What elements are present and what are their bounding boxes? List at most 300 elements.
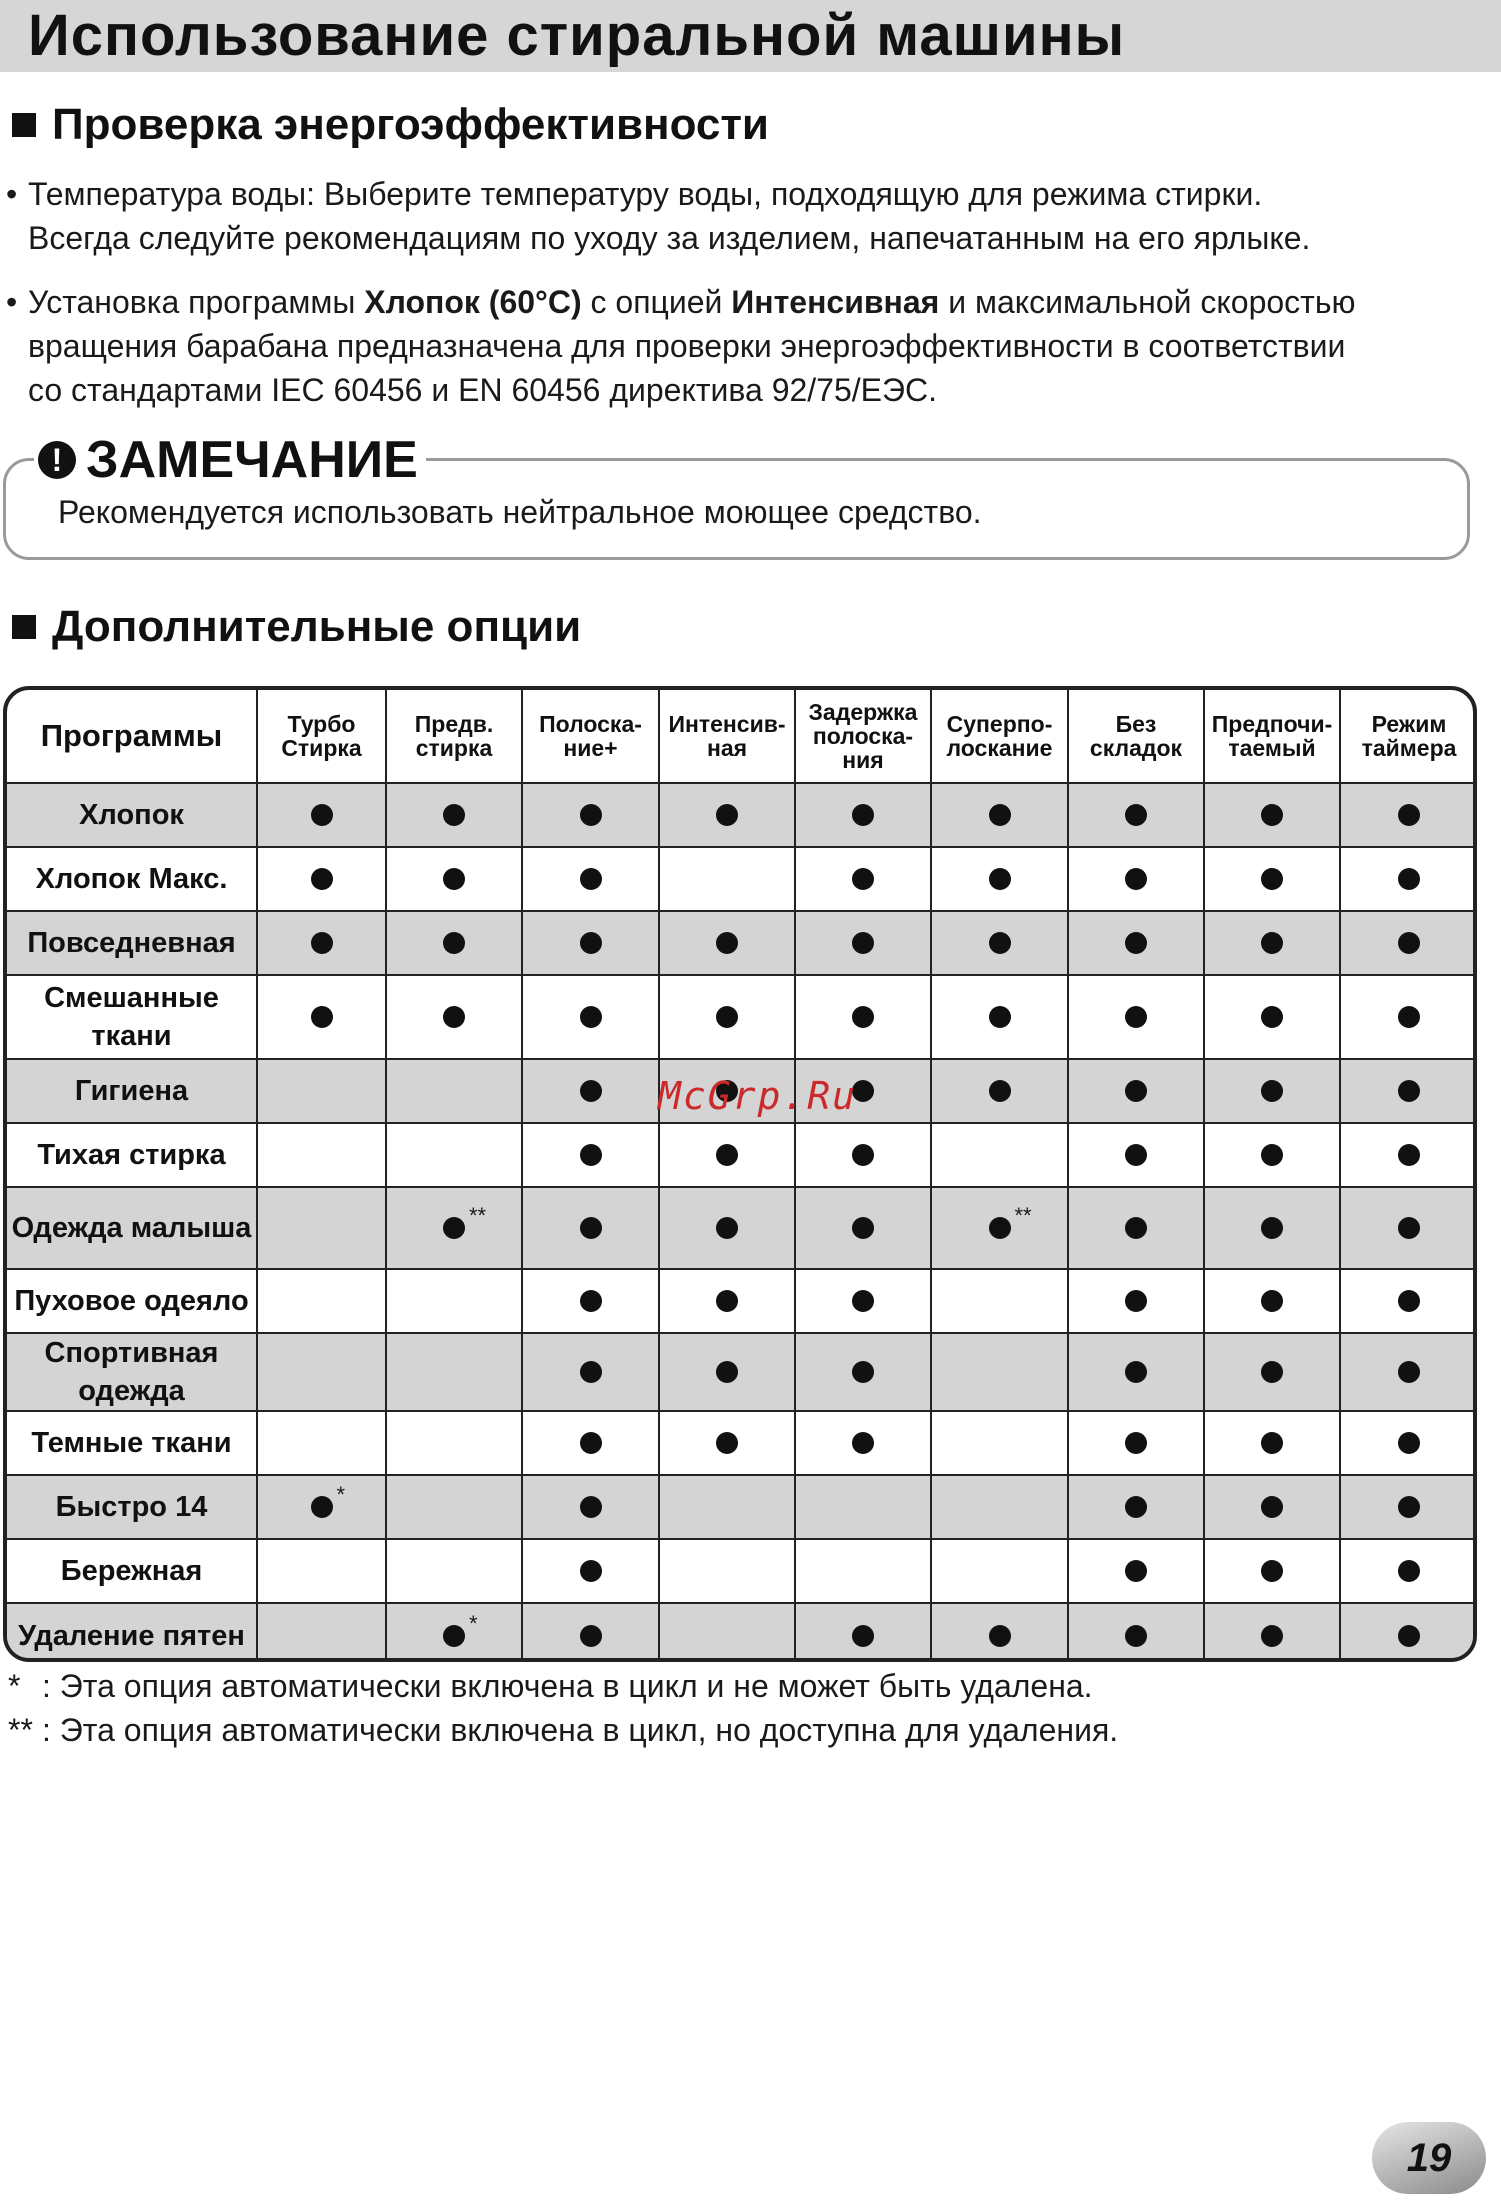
bullet-dot-icon xyxy=(1125,1080,1147,1102)
bullet-dot-icon xyxy=(852,1361,874,1383)
option-mark xyxy=(1125,1361,1147,1383)
option-mark xyxy=(716,1432,738,1454)
bullet-dot-icon xyxy=(580,868,602,890)
bullet-dot-icon xyxy=(716,804,738,826)
program-name: Спортивная одежда xyxy=(7,1333,257,1411)
option-mark xyxy=(852,1144,874,1166)
option-cell xyxy=(1204,1123,1340,1187)
option-mark xyxy=(580,1144,602,1166)
column-header: Без складок xyxy=(1068,690,1204,783)
footnote-marker: * xyxy=(336,1482,346,1507)
option-cell xyxy=(795,1187,931,1269)
bullet-dot-icon xyxy=(311,868,333,890)
option-cell xyxy=(1340,1539,1477,1603)
bullet-dot-icon xyxy=(989,1006,1011,1028)
energy-paragraph-2 xyxy=(0,280,1500,412)
table-row xyxy=(7,1123,1477,1187)
option-mark xyxy=(311,932,333,954)
column-header: Задержка полоска-ния xyxy=(795,690,931,783)
footnote-marker: ** xyxy=(1014,1203,1032,1228)
bullet-dot-icon xyxy=(716,1144,738,1166)
option-mark xyxy=(1398,804,1420,826)
section-heading-options-text: Дополнительные опции xyxy=(52,602,582,651)
program-name: Темные ткани xyxy=(7,1411,257,1475)
bullet-dot-icon xyxy=(580,804,602,826)
section-heading-energy-text: Проверка энергоэффективности xyxy=(52,100,769,149)
option-cell xyxy=(1204,1411,1340,1475)
option-cell xyxy=(1204,1187,1340,1269)
option-cell xyxy=(931,1123,1068,1187)
bullet-dot-icon xyxy=(1125,1006,1147,1028)
option-cell xyxy=(386,1333,522,1411)
energy-p1-line1: Температура воды: Выберите температуру воды, подходящую для режима стирки. xyxy=(28,176,1263,212)
bullet-dot-icon xyxy=(852,868,874,890)
bullet-dot-icon xyxy=(311,804,333,826)
energy-p2-program: Хлопок (60°C) xyxy=(364,284,582,320)
option-mark xyxy=(1125,1625,1147,1647)
energy-p2-c: с опцией xyxy=(581,284,732,320)
option-cell xyxy=(1068,1539,1204,1603)
option-cell xyxy=(257,975,386,1059)
option-cell xyxy=(522,1123,659,1187)
option-mark xyxy=(852,1432,874,1454)
option-mark xyxy=(852,1290,874,1312)
option-mark xyxy=(1261,1560,1283,1582)
column-header: Турбо Стирка xyxy=(257,690,386,783)
bullet-dot-icon xyxy=(1125,804,1147,826)
bullet-dot-icon xyxy=(1398,1625,1420,1647)
option-cell xyxy=(931,1411,1068,1475)
option-cell xyxy=(1340,783,1477,847)
option-cell xyxy=(1068,1333,1204,1411)
option-mark xyxy=(1398,1625,1420,1647)
bullet-dot-icon xyxy=(1398,868,1420,890)
bullet-dot-icon xyxy=(989,932,1011,954)
option-cell xyxy=(1068,1123,1204,1187)
bullet-dot-icon xyxy=(716,1361,738,1383)
option-mark xyxy=(716,1144,738,1166)
option-cell xyxy=(795,1269,931,1333)
option-cell xyxy=(659,911,795,975)
table-row xyxy=(7,783,1477,847)
program-name: Хлопок Макс. xyxy=(7,847,257,911)
option-cell xyxy=(1204,1475,1340,1539)
bullet-dot-icon xyxy=(852,1144,874,1166)
option-mark xyxy=(443,804,465,826)
option-mark xyxy=(1261,804,1283,826)
program-name: Одежда малыша xyxy=(7,1187,257,1269)
option-cell xyxy=(1068,911,1204,975)
option-cell xyxy=(386,1411,522,1475)
option-cell xyxy=(659,975,795,1059)
footnote-1-text: : Эта опция автоматически включена в цикл и не может быть удалена. xyxy=(42,1668,1093,1704)
program-name: Повседневная xyxy=(7,911,257,975)
option-mark xyxy=(1125,1144,1147,1166)
option-cell xyxy=(522,911,659,975)
bullet-dot-icon xyxy=(716,1432,738,1454)
bullet-dot-icon xyxy=(1398,1080,1420,1102)
option-cell xyxy=(522,1411,659,1475)
option-mark xyxy=(852,1217,874,1239)
option-cell xyxy=(659,1269,795,1333)
option-cell xyxy=(522,1539,659,1603)
option-cell xyxy=(659,1333,795,1411)
option-cell xyxy=(522,783,659,847)
option-cell xyxy=(257,1059,386,1123)
column-header: Предв. стирка xyxy=(386,690,522,783)
energy-p2-line2: вращения барабана предназначена для проверки энергоэффективности в соответствии xyxy=(28,328,1346,364)
footnote-marker: ** xyxy=(469,1203,487,1228)
bullet-dot-icon xyxy=(852,1625,874,1647)
option-cell xyxy=(386,783,522,847)
option-cell xyxy=(795,1333,931,1411)
page-number: 19 xyxy=(1372,2122,1486,2194)
option-cell xyxy=(659,1603,795,1662)
bullet-dot-icon xyxy=(1398,1560,1420,1582)
bullet-dot-icon xyxy=(852,804,874,826)
bullet-dot-icon xyxy=(989,1625,1011,1647)
table-row xyxy=(7,1269,1477,1333)
option-cell xyxy=(795,783,931,847)
option-cell xyxy=(659,1123,795,1187)
square-bullet-icon xyxy=(12,113,36,137)
bullet-dot-icon xyxy=(1398,1432,1420,1454)
bullet-dot-icon xyxy=(852,1006,874,1028)
bullet-dot-icon xyxy=(716,1290,738,1312)
option-mark xyxy=(716,1006,738,1028)
option-mark xyxy=(311,1006,333,1028)
option-cell xyxy=(386,1269,522,1333)
option-cell xyxy=(522,975,659,1059)
option-mark xyxy=(1398,1496,1420,1518)
bullet-dot-icon xyxy=(1398,1217,1420,1239)
bullet-dot-icon xyxy=(989,1217,1011,1239)
footnotes xyxy=(8,1664,1118,1752)
option-mark xyxy=(1261,1006,1283,1028)
program-name: Удаление пятен xyxy=(7,1603,257,1662)
option-cell xyxy=(795,1603,931,1662)
option-mark xyxy=(1261,932,1283,954)
option-mark xyxy=(989,1080,1011,1102)
bullet-dot-icon xyxy=(1125,1144,1147,1166)
footnote-2-text: : Эта опция автоматически включена в цикл, но доступна для удаления. xyxy=(42,1712,1119,1748)
bullet-dot-icon xyxy=(1261,1560,1283,1582)
option-mark xyxy=(1398,1217,1420,1239)
footnote-2 xyxy=(8,1708,1118,1752)
column-header: Режим таймера xyxy=(1340,690,1477,783)
bullet-dot-icon xyxy=(443,804,465,826)
energy-p2-option: Интенсивная xyxy=(731,284,940,320)
bullet-dot-icon xyxy=(1125,1496,1147,1518)
bullet-dot-icon xyxy=(580,1217,602,1239)
bullet-dot-icon xyxy=(989,1080,1011,1102)
bullet-dot-icon xyxy=(1261,1496,1283,1518)
option-mark xyxy=(311,868,333,890)
watermark: McGrp.Ru xyxy=(658,1074,858,1118)
bullet-dot-icon xyxy=(1125,1217,1147,1239)
bullet-dot-icon xyxy=(311,1496,333,1518)
option-mark xyxy=(989,1625,1011,1647)
option-cell xyxy=(522,1475,659,1539)
footnote-1-symbol: * xyxy=(8,1668,21,1704)
option-cell xyxy=(1068,1475,1204,1539)
option-cell xyxy=(795,911,931,975)
bullet-dot-icon xyxy=(1261,1361,1283,1383)
option-mark xyxy=(1261,1080,1283,1102)
table-row xyxy=(7,911,1477,975)
bullet-dot-icon xyxy=(989,868,1011,890)
bullet-dot-icon xyxy=(1261,804,1283,826)
option-mark xyxy=(716,804,738,826)
option-cell xyxy=(659,847,795,911)
option-cell xyxy=(659,1411,795,1475)
option-cell xyxy=(931,1269,1068,1333)
option-cell xyxy=(257,1333,386,1411)
option-cell xyxy=(522,847,659,911)
option-cell xyxy=(931,783,1068,847)
bullet-dot-icon xyxy=(716,1006,738,1028)
option-mark xyxy=(580,1217,602,1239)
column-header: Полоска-ние+ xyxy=(522,690,659,783)
option-cell xyxy=(1204,1603,1340,1662)
option-mark xyxy=(1261,1217,1283,1239)
program-name: Пуховое одеяло xyxy=(7,1269,257,1333)
option-cell xyxy=(1204,1333,1340,1411)
bullet-dot-icon xyxy=(1261,1625,1283,1647)
bullet-dot-icon xyxy=(443,1217,465,1239)
option-mark xyxy=(1261,1144,1283,1166)
option-mark xyxy=(852,868,874,890)
bullet-dot-icon xyxy=(1261,932,1283,954)
option-mark xyxy=(311,1482,346,1518)
option-cell xyxy=(931,975,1068,1059)
option-mark xyxy=(580,1625,602,1647)
column-header-programs: Программы xyxy=(7,690,257,783)
option-mark xyxy=(852,932,874,954)
option-cell xyxy=(795,1539,931,1603)
program-name: Тихая стирка xyxy=(7,1123,257,1187)
option-cell xyxy=(386,1059,522,1123)
option-cell xyxy=(522,1187,659,1269)
footnote-marker: * xyxy=(469,1610,478,1636)
option-mark xyxy=(1125,1560,1147,1582)
option-cell xyxy=(257,1411,386,1475)
column-header: Предпочи-таемый xyxy=(1204,690,1340,783)
option-cell xyxy=(522,1269,659,1333)
bullet-dot-icon xyxy=(1125,1625,1147,1647)
option-mark xyxy=(989,1203,1032,1239)
note-text: Рекомендуется использовать нейтральное моющее средство. xyxy=(58,494,982,530)
bullet-dot-icon xyxy=(1125,1361,1147,1383)
energy-paragraph-1 xyxy=(0,172,1500,260)
option-cell xyxy=(795,1411,931,1475)
note-title xyxy=(34,430,426,490)
option-cell xyxy=(257,1123,386,1187)
option-mark xyxy=(580,1080,602,1102)
option-mark xyxy=(443,868,465,890)
option-cell xyxy=(1340,1059,1477,1123)
bullet-dot-icon xyxy=(852,932,874,954)
bullet-dot-icon xyxy=(852,1432,874,1454)
option-cell xyxy=(1340,1187,1477,1269)
bullet-dot-icon xyxy=(1125,1290,1147,1312)
option-mark xyxy=(1398,868,1420,890)
options-table-frame xyxy=(3,686,1477,1662)
option-cell xyxy=(931,911,1068,975)
option-cell xyxy=(1340,847,1477,911)
option-mark xyxy=(1125,868,1147,890)
option-mark xyxy=(443,1610,478,1647)
option-cell xyxy=(257,1269,386,1333)
option-cell xyxy=(522,1603,659,1662)
option-cell xyxy=(1340,911,1477,975)
option-mark xyxy=(1398,1432,1420,1454)
bullet-dot-icon xyxy=(1261,1432,1283,1454)
option-cell xyxy=(659,783,795,847)
bullet-dot-icon xyxy=(1125,932,1147,954)
option-mark xyxy=(1125,1217,1147,1239)
bullet-dot-icon xyxy=(716,932,738,954)
bullet-dot-icon: • xyxy=(6,284,18,320)
bullet-dot-icon xyxy=(1261,1006,1283,1028)
option-cell xyxy=(1068,1059,1204,1123)
bullet-dot-icon xyxy=(580,1625,602,1647)
option-cell xyxy=(257,1187,386,1269)
column-header: Интенсив-ная xyxy=(659,690,795,783)
bullet-dot-icon xyxy=(580,1496,602,1518)
option-mark xyxy=(1125,1432,1147,1454)
footnote-1 xyxy=(8,1664,1118,1708)
square-bullet-icon xyxy=(12,615,36,639)
bullet-dot-icon xyxy=(1261,868,1283,890)
option-mark xyxy=(580,932,602,954)
option-mark xyxy=(1398,932,1420,954)
table-row xyxy=(7,1603,1477,1662)
table-row xyxy=(7,1187,1477,1269)
option-mark xyxy=(716,1217,738,1239)
option-cell xyxy=(386,1539,522,1603)
option-cell xyxy=(795,847,931,911)
option-mark xyxy=(716,1290,738,1312)
option-cell xyxy=(931,847,1068,911)
option-cell xyxy=(1068,1269,1204,1333)
option-mark xyxy=(1398,1144,1420,1166)
bullet-dot-icon xyxy=(443,868,465,890)
bullet-dot-icon xyxy=(443,932,465,954)
option-cell xyxy=(795,975,931,1059)
option-mark xyxy=(852,804,874,826)
option-mark xyxy=(852,1006,874,1028)
program-name: Гигиена xyxy=(7,1059,257,1123)
program-name: Смешанные ткани xyxy=(7,975,257,1059)
option-cell xyxy=(386,1603,522,1662)
option-cell xyxy=(1204,1539,1340,1603)
option-mark xyxy=(1261,1496,1283,1518)
exclamation-icon: ! xyxy=(38,441,76,479)
option-mark xyxy=(580,1496,602,1518)
option-cell xyxy=(386,1187,522,1269)
option-mark xyxy=(1398,1080,1420,1102)
option-cell xyxy=(386,911,522,975)
option-cell xyxy=(257,1539,386,1603)
option-mark xyxy=(716,1361,738,1383)
bullet-dot-icon xyxy=(443,1625,465,1647)
table-row xyxy=(7,847,1477,911)
option-mark xyxy=(852,1625,874,1647)
option-mark xyxy=(311,804,333,826)
option-cell xyxy=(1340,975,1477,1059)
column-header: Суперпо-лоскание xyxy=(931,690,1068,783)
option-cell xyxy=(659,1187,795,1269)
option-cell xyxy=(1204,911,1340,975)
option-cell xyxy=(1204,1059,1340,1123)
option-mark xyxy=(852,1361,874,1383)
option-mark xyxy=(1398,1560,1420,1582)
program-name: Быстро 14 xyxy=(7,1475,257,1539)
option-mark xyxy=(1125,1006,1147,1028)
option-mark xyxy=(1398,1290,1420,1312)
option-cell xyxy=(931,1059,1068,1123)
bullet-dot-icon xyxy=(1261,1144,1283,1166)
option-mark xyxy=(580,1361,602,1383)
energy-p2-a: Установка программы xyxy=(28,284,365,320)
option-cell xyxy=(522,1059,659,1123)
bullet-dot-icon xyxy=(989,804,1011,826)
energy-p2-e: и максимальной скоростью xyxy=(939,284,1356,320)
option-cell xyxy=(795,1123,931,1187)
bullet-dot-icon xyxy=(852,1290,874,1312)
option-mark xyxy=(1261,1290,1283,1312)
bullet-dot-icon xyxy=(1261,1080,1283,1102)
option-mark xyxy=(580,1006,602,1028)
option-cell xyxy=(931,1539,1068,1603)
option-cell xyxy=(257,1603,386,1662)
title-bar xyxy=(0,0,1501,72)
option-cell xyxy=(1068,1187,1204,1269)
footnote-2-symbol: ** xyxy=(8,1712,33,1748)
option-cell xyxy=(931,1603,1068,1662)
option-mark xyxy=(989,932,1011,954)
table-row xyxy=(7,1475,1477,1539)
option-cell xyxy=(1068,1411,1204,1475)
option-mark xyxy=(1261,1361,1283,1383)
bullet-dot-icon xyxy=(311,932,333,954)
option-mark xyxy=(1398,1361,1420,1383)
table-row xyxy=(7,1333,1477,1411)
bullet-dot-icon xyxy=(1125,868,1147,890)
option-mark xyxy=(580,1560,602,1582)
bullet-dot-icon xyxy=(1398,932,1420,954)
option-cell xyxy=(386,1123,522,1187)
bullet-dot-icon xyxy=(1398,1496,1420,1518)
option-cell xyxy=(386,1475,522,1539)
option-mark xyxy=(443,1006,465,1028)
option-cell xyxy=(659,1475,795,1539)
energy-p1-line2: Всегда следуйте рекомендациям по уходу за изделием, напечатанным на его ярлыке. xyxy=(28,220,1311,256)
bullet-dot-icon xyxy=(580,932,602,954)
bullet-dot-icon xyxy=(580,1290,602,1312)
option-mark xyxy=(580,804,602,826)
option-cell xyxy=(1068,1603,1204,1662)
option-mark xyxy=(716,932,738,954)
option-cell xyxy=(931,1333,1068,1411)
option-mark xyxy=(1125,1290,1147,1312)
option-cell xyxy=(795,1475,931,1539)
option-cell xyxy=(931,1187,1068,1269)
bullet-dot-icon xyxy=(716,1217,738,1239)
option-cell xyxy=(386,847,522,911)
bullet-dot-icon xyxy=(443,1006,465,1028)
